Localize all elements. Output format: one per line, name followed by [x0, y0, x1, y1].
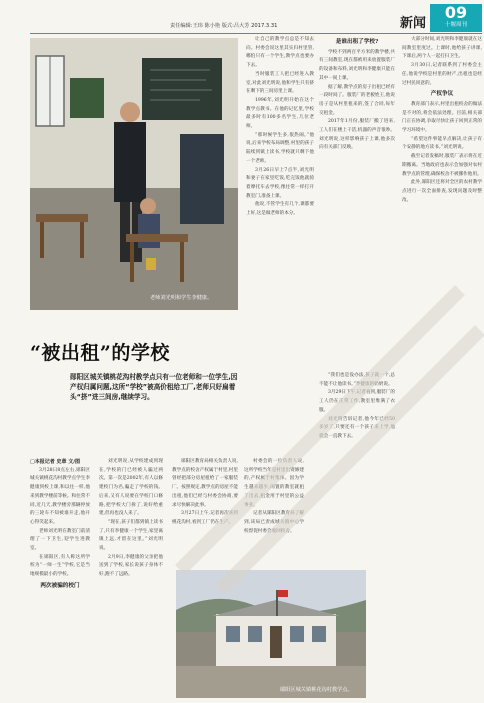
- school-building-photo-art: [176, 570, 366, 698]
- classroom-photo-art: [30, 38, 238, 310]
- paragraph: 据了解,教学点的房子出租已经有一段时间了。服装厂的老板姓王,他说房子是从村里租来的,签了合同,每年交租金。: [319, 84, 395, 116]
- paragraph: “我们也是没办法,孩子就一个,总不能不让他读书。”李健康的奶奶说。: [319, 373, 395, 387]
- photo-caption: 老师刘光明和学生李健康。: [150, 295, 213, 301]
- page-credits: 责任编辑:王玮 陈小艳 版式:吕大芳 2017.3.31: [170, 23, 278, 29]
- text-column-3: [172, 458, 238, 566]
- paragraph: 在郧阳区,有人称这所学校为“一师一生”学校,它是当地规模最小的学校。: [30, 554, 90, 578]
- paragraph: 大部分时间,刘光明和李健康就在这间教室里度过。上课时,他给孩子讲课,下课后,两个人一起打扫卫生。: [402, 37, 482, 60]
- paragraph: “现在,孩子们都到镇上读书了,只有李健康一个学生,家里离镇上远,才留在这里。”刘光明说。: [99, 519, 163, 552]
- paragraph: 教育部门表示,村里出租校舍的做法是不对的,将会依法处理。目前,相关部门正在协调,争取尽快让孩子回到正常的学习环境中。: [402, 101, 482, 134]
- subheading: 是谁出租了学校?: [335, 39, 379, 45]
- article-deck: 郧阳区城关镇桃花沟村教学点只有一位老师和一位学生,因产权归属问题,这所“学校”被高价租给工厂,老师只好扁着头“挤”进三间房,继续学习。: [70, 373, 238, 401]
- text-column-2: [99, 458, 163, 698]
- paragraph: 村委会的一位负责人说,这所学校当年是村里出资修建的,产权属于村集体。因为学生越来越少,闲置的教室就租了出去,租金用于村里的公益事业。: [244, 459, 304, 508]
- byline: □本报记者 史章 文/图: [30, 459, 81, 465]
- headline-block: [30, 338, 240, 365]
- page-label: 十堰周刊: [444, 22, 467, 28]
- paragraph: 当时服装工人把已经进入教室,对此刘光明说,他和学生只有挤在剩下的三间房里上课。: [246, 71, 314, 95]
- paragraph: 学校不到两百平方米的教学楼,共有三间教室,现在都被用来放置服装厂的设备和布料,刘光明和李健康只能在其中一间上课。: [319, 49, 395, 81]
- page-number-badge: [430, 4, 482, 32]
- paragraph: 2月9日,李健康的父亲把他送到了学校,家长说孩子身体不好,跑不了远路。: [99, 554, 163, 578]
- text-column-4: [244, 458, 304, 566]
- header-rule: [30, 33, 482, 34]
- subheading: 两次被骗的校门: [40, 582, 80, 589]
- paragraph: 3月30日,记者联系到了村委会主任,他说学校是村里的财产,出租也是经过村民同意的。: [402, 63, 482, 86]
- paragraph: 截至记者发稿时,服装厂表示将在近期搬离。当地政府也表示会加强对农村教学点的管理,确保校舍不被挪作他用。: [402, 154, 482, 177]
- paragraph: “那时候学生多,很热闹。”他说,后来学校布局调整,村里的孩子陆续到镇上读书,学校就只剩下他一个老师。: [246, 132, 314, 164]
- text-column-5: [246, 36, 314, 456]
- paragraph: 他说,不管学生有几个,课都要上好,这是做老师的本分。: [246, 202, 314, 217]
- text-column-6: [319, 36, 395, 366]
- headline: “被出租”的学校: [30, 342, 170, 364]
- paragraph: “希望这件事能早点解决,让孩子有个安静的地方读书。”刘光明说。: [402, 136, 482, 151]
- paragraph: 刘光明说,从学校建成到现在,学校的门已经被人骗过两次。第一次是2002年,有人以修建校门为名,骗走了学校的钱。后来,又有人说要在学校门口修路,把学校大门拆了,说好给重建,但再也没人来了。: [99, 459, 163, 517]
- subheading: 产权争议: [430, 91, 454, 98]
- text-column-1: [30, 458, 90, 698]
- paragraph: 3月26日早上7点半,刘光明和妻子在家里吃饭,吃完饭他就骑着摩托车去学校,像往常一样打开教室门,准备上课。: [246, 167, 314, 199]
- photo-caption: 郧阳区城关镇桃花沟村教学点。: [280, 687, 353, 693]
- paragraph: 让自己的教学点总是不知去向。村委会说这里其实归村里管,哪怕只有一个学生,教学点也要办下去。: [246, 37, 314, 69]
- school-building-photo: [176, 570, 366, 698]
- section-name: 新闻: [400, 16, 427, 31]
- paragraph: 此外,郧阳区还将对全区的农村教学点进行一次全面排查,发现问题及时整改。: [402, 180, 482, 203]
- paragraph: 郧阳区教育局相关负责人说,教学点的校舍产权属于村里,村里曾经把部分房屋租给了一家服装厂。按照规定,教学点的房屋不能出租,他们已经与村委会协商,要求尽快解决此事。: [172, 459, 238, 508]
- paragraph: 1996年,刘光明开始在这个教学点教书。在他的记忆里,学校最多时有100多名学生,几位老师。: [246, 97, 314, 130]
- paragraph: 3月27日上午,记者再次来到桃花沟村,看到工厂仍在生产。: [172, 511, 238, 525]
- paragraph: 刘光明告诉记者,他今年已经50多岁了,只要还有一个孩子来上学,他就会一直教下去。: [319, 416, 395, 439]
- text-column-7: [402, 36, 482, 700]
- classroom-photo: [30, 38, 238, 310]
- paragraph: 3月28日8点左右,郧阳区城关镇桃花沟村教学点学生李健康到校上课,和以往一样,他来到教学楼前等候。和往常不同,近几天,教学楼旁那辆停放的三轮车不知被谁开走,他开心得笑起来。: [30, 467, 90, 525]
- page-number: 09: [444, 3, 468, 22]
- paragraph: 3月29日下午,记者看到,服装厂的工人仍在正常工作,教室里堆满了衣服。: [319, 390, 395, 413]
- paragraph: 2017年1月份,服装厂搬了进来,工人们在楼上干活,机器的声音很吵。刘光明说,这样影响孩子上课,他多次向有关部门反映。: [319, 119, 395, 151]
- paragraph: 老师刘光明在教室门前清理了一下卫生,迎学生进教室。: [30, 528, 90, 552]
- paragraph: 记者从郧阳区教育局了解到,该局已责成城关镇中心学校督促村委会收回校舍。: [244, 511, 304, 534]
